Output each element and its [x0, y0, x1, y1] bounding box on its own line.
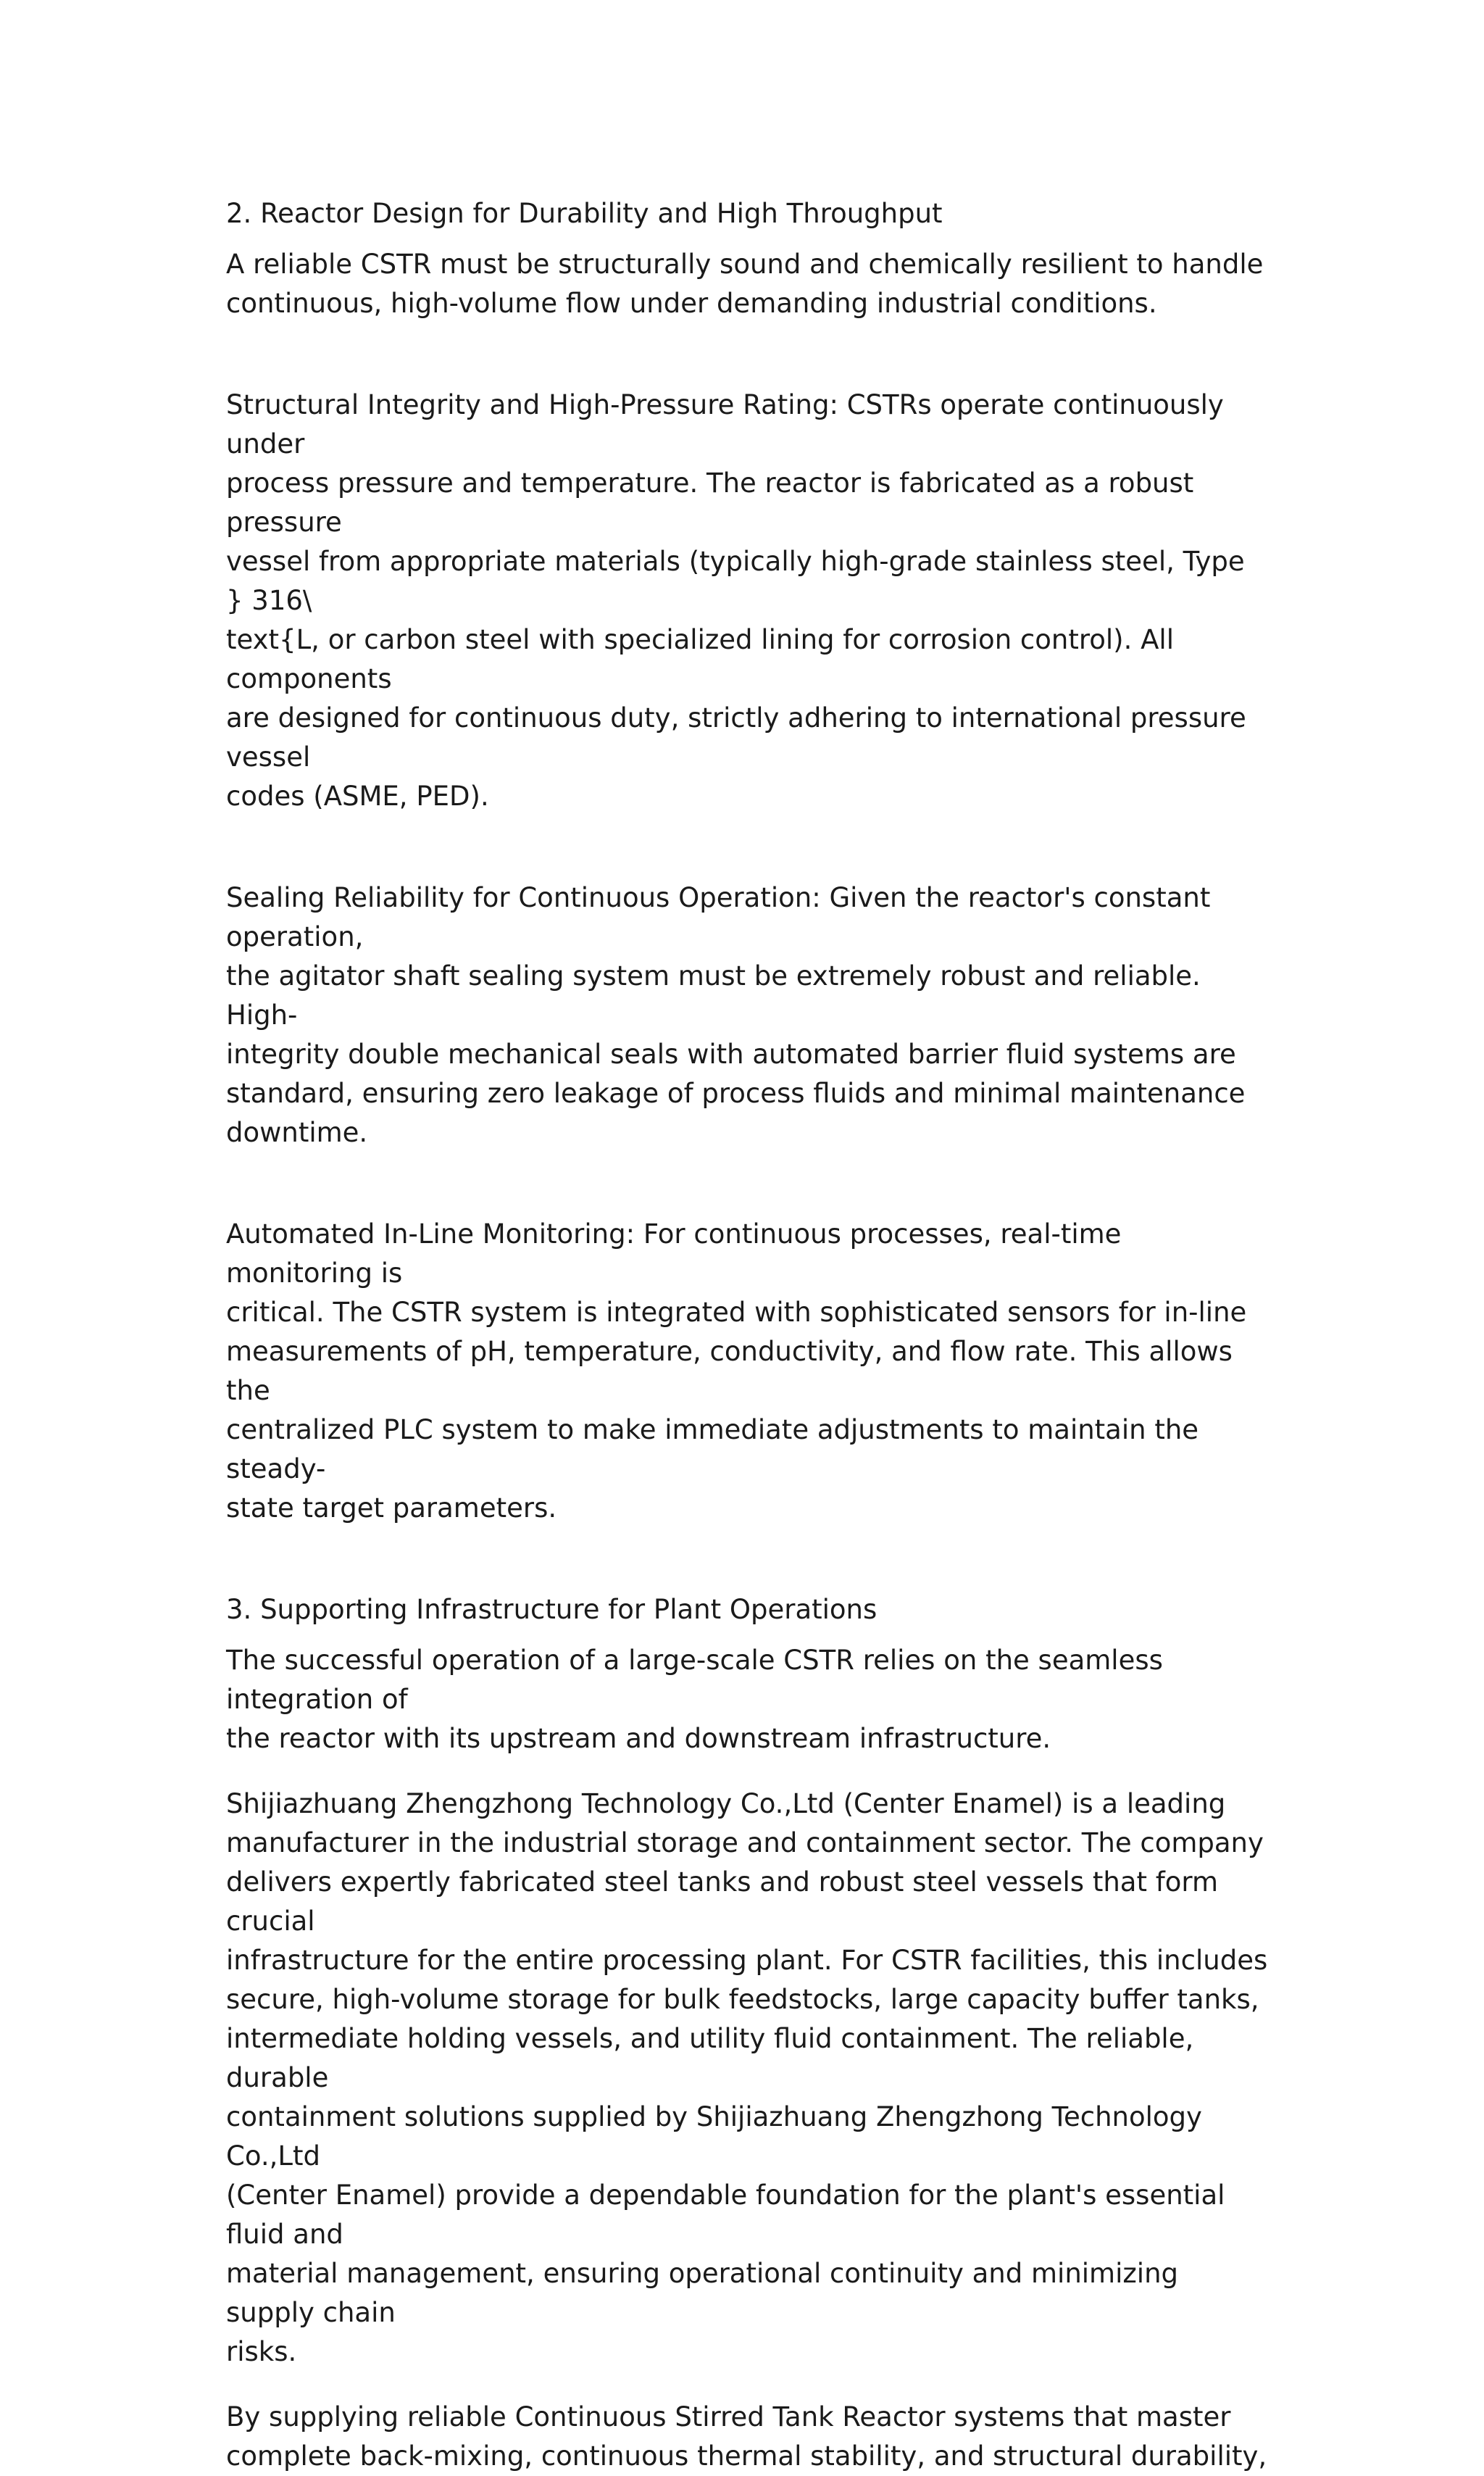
section-3-intro: The successful operation of a large-scale CSTR relies on the seamless integration of the reactor with its upstream and downstream infrastructure. [226, 1645, 1163, 1754]
document-page [226, 194, 1270, 2476]
monitoring-paragraph: Automated In-Line Monitoring: For continuous processes, real-time monitoring is critical. The CSTR system is integrated with sophisticated sensors for in-line measurements of pH, temperature, conductivity, and flow rate. This allows the centralized PLC system to make immediate adjustments to maintain the steady- state target parameters. [226, 1218, 1247, 1524]
sealing-reliability-paragraph: Sealing Reliability for Continuous Operation: Given the reactor's constant operation, the agitator shaft sealing system must be extremely robust and reliable. High- integrity double mechanical seals with automated barrier fluid systems are standard, ensuring zero leakage of process fluids and minimal maintenance downtime. [226, 882, 1246, 1148]
section-2-intro: A reliable CSTR must be structurally sound and chemically resilient to handle continuous, high-volume flow under demanding industrial conditions. [226, 249, 1264, 319]
section-3-heading: 3. Supporting Infrastructure for Plant Operations [226, 1594, 878, 1625]
company-paragraph: Shijiazhuang Zhengzhong Technology Co.,Ltd (Center Enamel) is a leading manufacturer in the industrial storage and containment sector. The company delivers expertly fabricated steel tanks and robust steel vessels that form crucial infrastructure for the entire processing plant. For CSTR facilities, this includes secure, high-volume storage for bulk feedstocks, large capacity buffer tanks, intermediate holding vessels, and utility fluid containment. The reliable, durable containment solutions supplied by Shijiazhuang Zhengzhong Technology Co.,Ltd (Center Enamel) provide a dependable foundation for the plant's essential fluid and material management, ensuring operational continuity and minimizing supply chain risks. [226, 1788, 1268, 2367]
structural-integrity-paragraph: Structural Integrity and High-Pressure Rating: CSTRs operate continuously under process pressure and temperature. The reactor is fabricated as a robust pressure vessel from appropriate materials (typically high-grade stainless steel, Type } 316\ text{L, or carbon steel with specialized lining for corrosion control). All components are designed for continuous duty, strictly adhering to international pressure vessel codes (ASME, PED). [226, 389, 1246, 812]
closing-paragraph: By supplying reliable Continuous Stirred Tank Reactor systems that master complete back-mixing, continuous thermal stability, and structural durability, [226, 2401, 1267, 2472]
section-2-heading: 2. Reactor Design for Durability and High Throughput [226, 198, 943, 229]
